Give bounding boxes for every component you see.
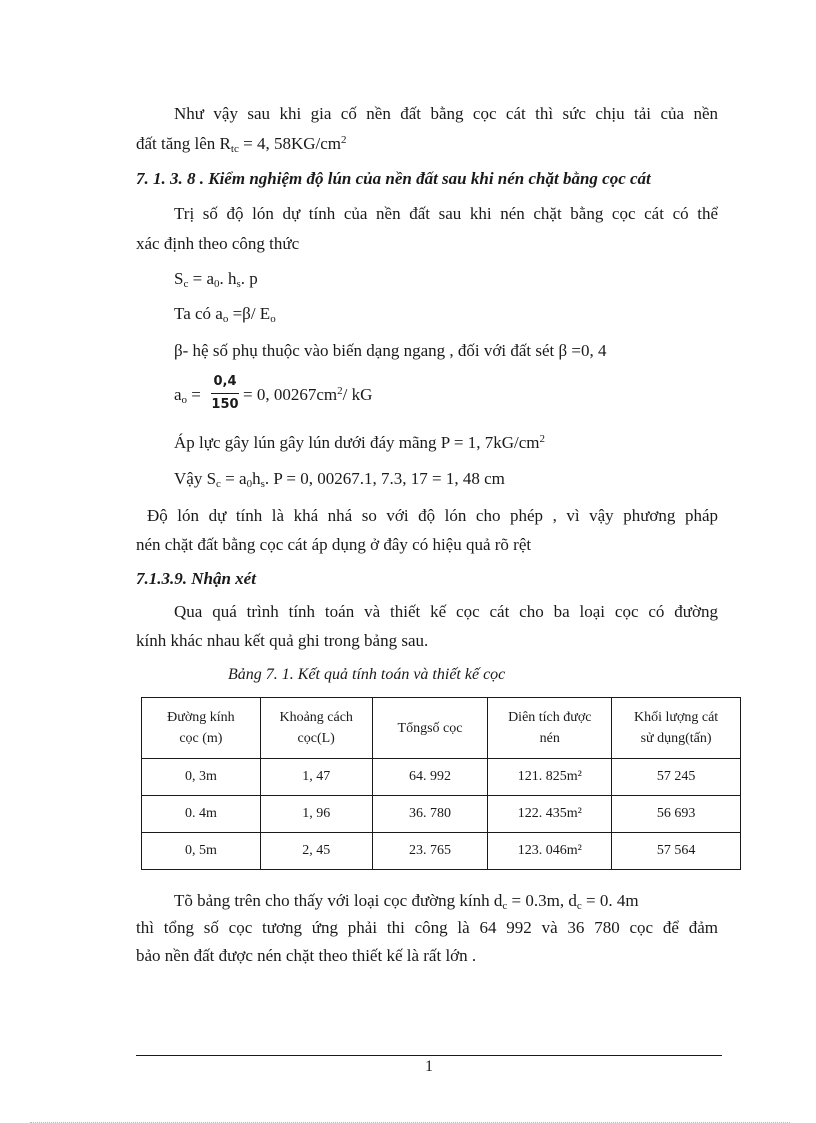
settlement-result: Vậy $S_c = a_0h_s$. P = 0, 00267.1, 7.3, 17 = 1, 48 cm xyxy=(174,469,505,490)
table-cell: 121. 825m² xyxy=(488,759,612,796)
fraction-numerator: 0,4 xyxy=(213,374,237,389)
section-heading-7-1-3-9: 7.1.3.9. Nhận xét xyxy=(136,569,256,588)
para4-line2: kính khác nhau kết quả ghi trong bảng sau. xyxy=(136,631,429,650)
header-diameter: Đường kính cọc (m) xyxy=(142,698,261,759)
para2-line1: Trị số độ lón dự tính của nền đất sau khi nén chặt bằng cọc cát có thể xyxy=(174,204,718,223)
para3-line2: nén chặt đất bằng cọc cát áp dụng ở đây có hiệu quả rõ rệt xyxy=(136,535,532,554)
para2-line2: xác định theo công thức xyxy=(136,234,300,253)
formula-settlement: $S_c = a_0$. $h_s$. p xyxy=(174,269,258,290)
header-compacted-area: Diên tích được nén xyxy=(488,698,612,759)
para3-line1: Độ lón dự tính là khá nhá so với độ lón cho phép , vì vậy phương pháp xyxy=(147,506,718,525)
table-cell: 23. 765 xyxy=(372,833,488,870)
table-cell: 0, 3m xyxy=(142,759,261,796)
fraction-denominator: 150 xyxy=(211,397,239,412)
section-heading-7-1-3-8: 7. 1. 3. 8 . Kiểm nghiệm độ lún của nền đất sau khi nén chặt bằng cọc cát xyxy=(136,169,651,188)
table-cell: 1, 96 xyxy=(260,796,372,833)
footer-rule xyxy=(136,1055,722,1056)
table-cell: 123. 046m² xyxy=(488,833,612,870)
table-cell: 57 564 xyxy=(612,833,741,870)
formula-ao-result: = 0, $00267cm^2/$ kG xyxy=(243,385,373,404)
fraction-bar xyxy=(211,393,239,394)
table-cell: 56 693 xyxy=(612,796,741,833)
table-cell: 1, 47 xyxy=(260,759,372,796)
header-sand-volume: Khối lượng cát sử dụng(tấn) xyxy=(612,698,741,759)
results-table xyxy=(141,697,741,870)
para4-line1: Qua quá trình tính toán và thiết kế cọc cát cho ba loại cọc có đường xyxy=(174,602,718,621)
table-cell: 122. 435m² xyxy=(488,796,612,833)
table-cell: 2, 45 xyxy=(260,833,372,870)
para5-line1: Tõ bảng trên cho thấy với loại cọc đường kính $d_c = 0.3m$, $d_c = 0$. 4m xyxy=(174,891,639,912)
table-caption: Bảng 7. 1. Kết quả tính toán và thiết kế cọc xyxy=(228,666,506,683)
table-cell: 0. 4m xyxy=(142,796,261,833)
formula-ao-value: $a_o$ = xyxy=(174,385,201,406)
table-row xyxy=(142,759,741,796)
page-number: 1 xyxy=(425,1058,433,1075)
table-cell: 36. 780 xyxy=(372,796,488,833)
header-spacing: Khoảng cách cọc(L) xyxy=(260,698,372,759)
formula-ao: Ta có $a_o =\beta/$ $E_o$ xyxy=(174,304,276,325)
table-row xyxy=(142,833,741,870)
table-cell: 64. 992 xyxy=(372,759,488,796)
header-total-piles: Tổngsố cọc xyxy=(372,698,488,759)
table-row xyxy=(142,796,741,833)
table-cell: 0, 5m xyxy=(142,833,261,870)
table-header-row xyxy=(142,698,741,759)
beta-definition: β- hệ số phụ thuộc vào biến dạng ngang , đối với đất sét β =0, 4 xyxy=(174,341,607,360)
para1-line1: Như vậy sau khi gia cố nền đất bằng cọc cát thì sức chịu tải của nền xyxy=(174,104,718,123)
para1-line2: đất tăng lên $R_{tc} = 4$, $58KG/cm^2$ xyxy=(136,134,347,155)
pressure-line: Áp lực gây lún gây lún dưới đáy mãng P = 1, $7kG/cm^2$ xyxy=(174,433,545,452)
table-cell: 57 245 xyxy=(612,759,741,796)
para5-line3: bảo nền đất được nén chặt theo thiết kế là rất lớn . xyxy=(136,946,477,965)
para5-line2: thì tổng số cọc tương ứng phải thi công là 64 992 và 36 780 cọc để đảm xyxy=(136,918,718,937)
